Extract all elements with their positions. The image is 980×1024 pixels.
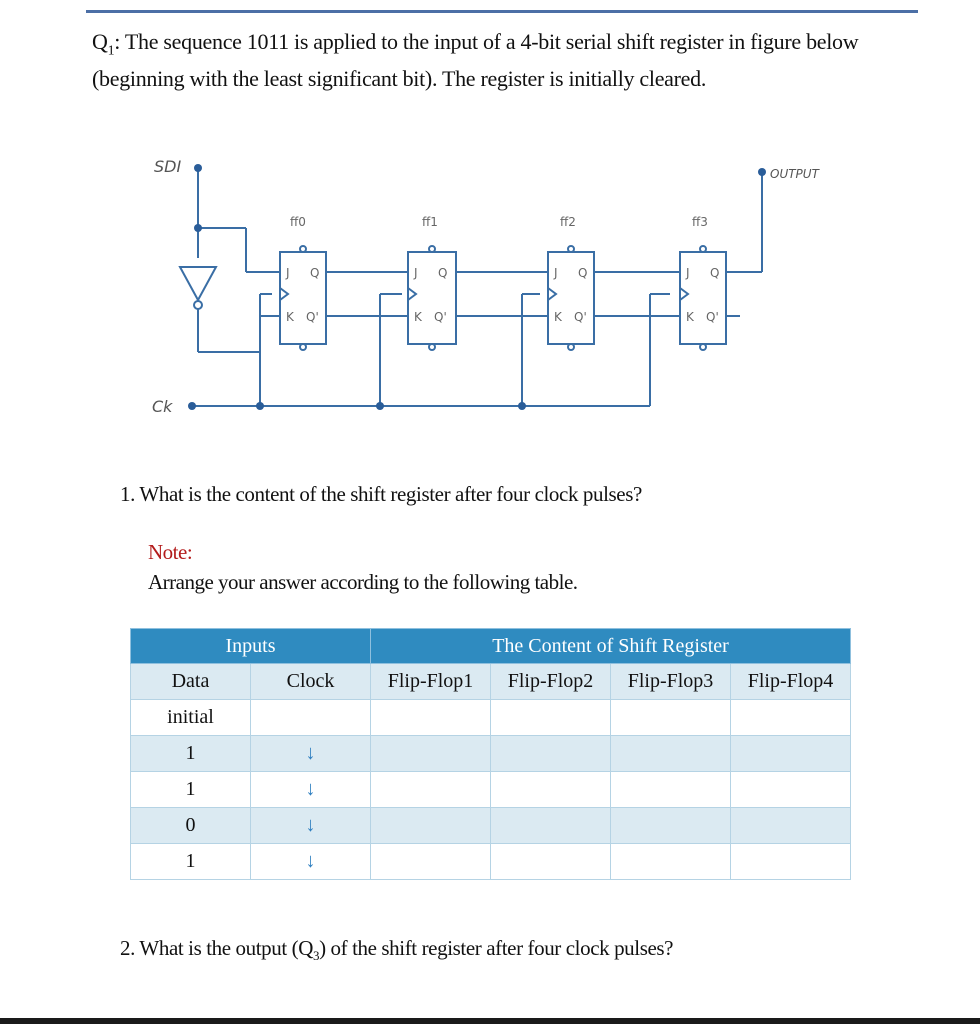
table-row: [131, 700, 851, 736]
data-cell: 1: [131, 844, 251, 880]
answer-cell[interactable]: [371, 700, 491, 736]
output-label: OUTPUT: [770, 167, 819, 181]
ff1-k: K: [414, 310, 422, 324]
question-2-sub: 3: [313, 948, 320, 964]
question-label-sub: 1: [107, 43, 115, 59]
ff1-qn: Q': [434, 310, 447, 324]
table-group-header: [131, 629, 851, 664]
ff3-label: ff3: [692, 215, 708, 229]
clock-arrow-icon: ↓: [251, 844, 371, 880]
table-column-header: [131, 664, 851, 700]
answer-cell[interactable]: [731, 844, 851, 880]
answer-cell[interactable]: [611, 700, 731, 736]
clock-cell: [251, 700, 371, 736]
data-cell: 1: [131, 772, 251, 808]
bottom-rule: [0, 1018, 980, 1024]
answer-cell[interactable]: [371, 808, 491, 844]
ff3-q: Q: [710, 266, 720, 280]
answer-cell[interactable]: [491, 772, 611, 808]
sdi-label: SDI: [154, 157, 182, 176]
ff3-qn: Q': [706, 310, 719, 324]
note-text: Arrange your answer according to the following table.: [148, 570, 578, 594]
question-2-part2: ) of the shift register after four clock pulses?: [319, 936, 674, 960]
answer-cell[interactable]: [611, 772, 731, 808]
table-row: [131, 736, 851, 772]
col-flip-flop3: Flip-Flop3: [611, 664, 731, 700]
ff3-j: J: [686, 266, 690, 280]
data-cell: initial: [131, 700, 251, 736]
answer-cell[interactable]: [491, 844, 611, 880]
inputs-group-header: Inputs: [131, 629, 371, 664]
ff1-q: Q: [438, 266, 448, 280]
ff0-label: ff0: [290, 215, 306, 229]
answer-table: [130, 628, 851, 880]
question-2-part1: 2. What is the output (Q: [120, 936, 313, 960]
question-2: [120, 936, 673, 964]
ff1-j: J: [414, 266, 418, 280]
answer-cell[interactable]: [611, 808, 731, 844]
answer-cell[interactable]: [611, 736, 731, 772]
question-text: [92, 28, 912, 93]
col-flip-flop4: Flip-Flop4: [731, 664, 851, 700]
table-row: [131, 808, 851, 844]
ff2-qn: Q': [574, 310, 587, 324]
col-data: Data: [131, 664, 251, 700]
clock-arrow-icon: ↓: [251, 772, 371, 808]
answer-cell[interactable]: [371, 772, 491, 808]
question-1: 1. What is the content of the shift register after four clock pulses?: [120, 482, 642, 506]
answer-cell[interactable]: [731, 808, 851, 844]
answer-cell[interactable]: [731, 700, 851, 736]
table-row: [131, 772, 851, 808]
ff0-q: Q: [310, 266, 320, 280]
answer-cell[interactable]: [611, 844, 731, 880]
note-label: Note:: [148, 540, 193, 564]
answer-cell[interactable]: [731, 772, 851, 808]
answer-cell[interactable]: [731, 736, 851, 772]
question-body: : The sequence 1011 is applied to the input of a 4-bit serial shift register in figure below (beginning with the least significant bit). The register is initially cleared.: [92, 29, 859, 92]
shift-register-diagram: [140, 140, 830, 420]
answer-cell[interactable]: [491, 700, 611, 736]
data-cell: 1: [131, 736, 251, 772]
col-flip-flop2: Flip-Flop2: [491, 664, 611, 700]
ff1-label: ff1: [422, 215, 438, 229]
ff2-j: J: [554, 266, 558, 280]
col-flip-flop1: Flip-Flop1: [371, 664, 491, 700]
data-cell: 0: [131, 808, 251, 844]
answer-cell[interactable]: [491, 736, 611, 772]
answer-cell[interactable]: [371, 844, 491, 880]
answer-cell[interactable]: [371, 736, 491, 772]
top-rule: [86, 10, 918, 13]
ff2-k: K: [554, 310, 562, 324]
ff0-qn: Q': [306, 310, 319, 324]
answer-cell[interactable]: [491, 808, 611, 844]
register-group-header: The Content of Shift Register: [371, 629, 851, 664]
clock-arrow-icon: ↓: [251, 808, 371, 844]
ff3-k: K: [686, 310, 694, 324]
ff2-q: Q: [578, 266, 588, 280]
question-label: Q: [92, 29, 108, 54]
clock-arrow-icon: ↓: [251, 736, 371, 772]
ff0-j: J: [286, 266, 290, 280]
ff0-k: K: [286, 310, 294, 324]
table-row: [131, 844, 851, 880]
ff2-label: ff2: [560, 215, 576, 229]
clock-label: Ck: [152, 397, 173, 416]
col-clock: Clock: [251, 664, 371, 700]
